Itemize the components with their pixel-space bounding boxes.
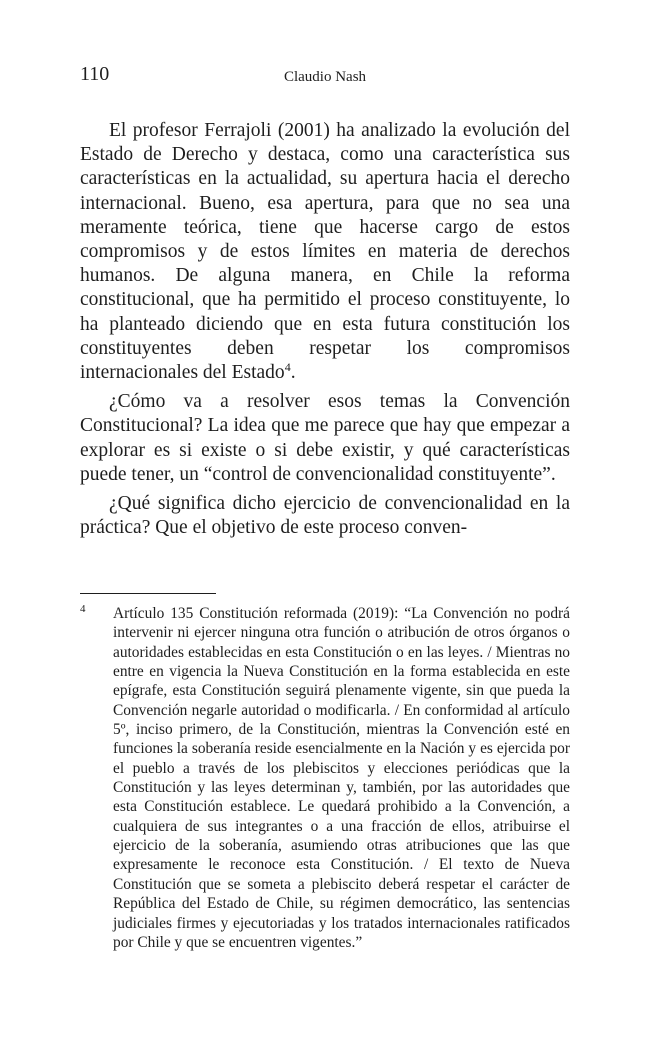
paragraph-1-end: . xyxy=(290,362,296,384)
paragraph-2: ¿Cómo va a resolver esos temas la Convención Constitucional? La idea que me parece que hay que empezar a explorar es si existe o si debe existir, y qué características puede tener, un “control de convencionalidad constituyente”. xyxy=(80,391,570,485)
footnote-number: 4 xyxy=(80,603,86,615)
footnote-text: Artículo 135 Constitución reformada (2019): “La Convención no podrá intervenir ni ejercer ninguna otra función o atribución de otros órganos o autoridades establecidas en esta Constitución o en las leyes. / Mientras no entre en vigencia la Nueva Constitución en la forma establecida en este epígrafe, esta Constitución seguirá plenamente vigente, sin que pueda la Convención negarle autoridad o modificarla. / En conformidad al artículo 5º, inciso primero, de la Constitución, mientras la Convención esté en funciones la soberanía reside esencialmente en la Nación y es ejercida por el pueblo a través de los plebiscitos y elecciones periódicas que la Constitución y las leyes determinan y, también, por las autoridades que esta Constitución establece. Le quedará prohibido a la Convención, a cualquiera de sus integrantes o a una fracción de ellos, atribuirse el ejercicio de la soberanía, asumiendo otras atribuciones que las que expresamente le reconoce esta Constitución. / El texto de Nueva Constitución que se someta a plebiscito deberá respetar el carácter de República del Estado de Chile, su régimen democrático, las sentencias judiciales firmes y ejecutoriadas y los tratados internacionales ratificados por Chile y que se encuentren vigentes.” xyxy=(113,605,570,951)
footnote xyxy=(80,604,570,952)
page-number: 110 xyxy=(80,63,110,85)
footnote-divider xyxy=(80,593,216,594)
footnote-reference[interactable]: 4 xyxy=(284,360,291,375)
running-head: Claudio Nash xyxy=(283,69,367,85)
paragraph-1-text: El profesor Ferrajoli (2001) ha analizado la evolución del Estado de Derecho y destaca, como una característica sus características en la actualidad, su apertura hacia el derecho internacional. Bueno, esa apertura, para que no sea una meramente teórica, tiene que hacerse cargo de estos compromisos y de estos límites en materia de derechos humanos. De alguna manera, en Chile la reforma constitucional, que ha permitido el proceso constituyente, lo ha planteado diciendo que en esta futura constitución los constituyentes deben respetar los compromisos internacionales del Estado xyxy=(80,120,570,384)
paragraph-3: ¿Qué significa dicho ejercicio de convencionalidad en la práctica? Que el objetivo de este proceso conven- xyxy=(80,493,570,539)
main-text xyxy=(80,119,570,545)
paragraph-1 xyxy=(80,119,570,385)
